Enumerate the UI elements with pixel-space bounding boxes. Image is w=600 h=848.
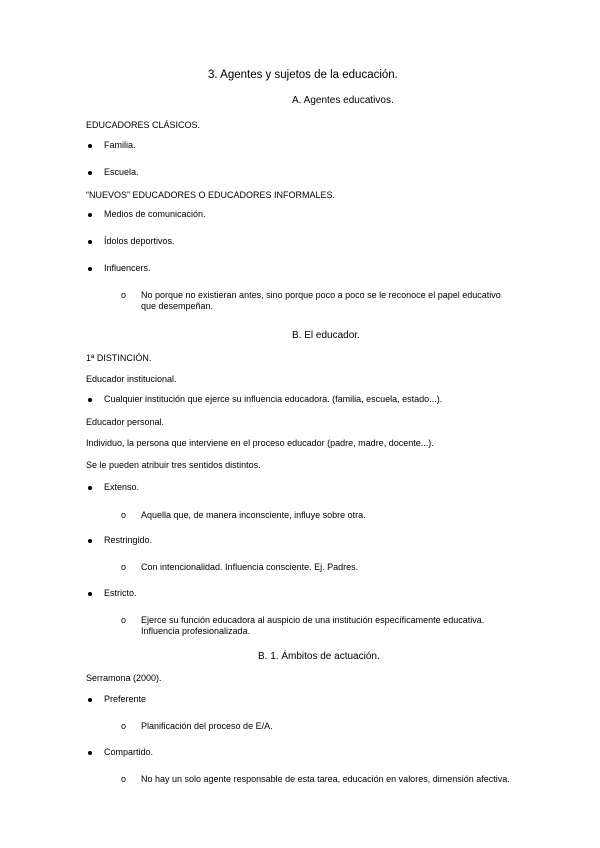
sub-list-item: Ejerce su función educadora al auspicio de una institución específicamente educativa. Influencia profesionalizada. bbox=[141, 615, 485, 636]
bullet-icon bbox=[88, 213, 92, 217]
bullet-icon bbox=[88, 698, 92, 702]
circle-bullet-icon: o bbox=[121, 615, 127, 625]
personal-label: Educador personal. bbox=[86, 417, 165, 427]
list-item: Escuela. bbox=[104, 167, 139, 177]
sentidos-intro: Se le pueden atribuir tres sentidos distintos. bbox=[86, 460, 261, 470]
bullet-icon bbox=[88, 144, 92, 148]
nuevos-label: “NUEVOS” EDUCADORES O EDUCADORES INFORMALES. bbox=[86, 190, 336, 200]
sub-list-item: No porque no existieran antes, sino porque poco a poco se le reconoce el papel educativo que desempeñan. bbox=[141, 290, 501, 311]
author-citation: Serramona (2000). bbox=[86, 673, 162, 683]
list-item: Medios de comunicación. bbox=[104, 209, 206, 219]
circle-bullet-icon: o bbox=[121, 774, 127, 784]
list-item: Ídolos deportivos. bbox=[104, 236, 175, 246]
bullet-icon bbox=[88, 171, 92, 175]
clasicos-label: EDUCADORES CLÁSICOS. bbox=[86, 120, 201, 130]
list-item: Compartido. bbox=[104, 747, 154, 757]
circle-bullet-icon: o bbox=[121, 562, 127, 572]
circle-bullet-icon: o bbox=[121, 721, 127, 731]
circle-bullet-icon: o bbox=[121, 290, 127, 300]
circle-bullet-icon: o bbox=[121, 510, 127, 520]
section-a-heading: A. Agentes educativos. bbox=[292, 95, 394, 106]
sub-list-item: No hay un solo agente responsable de esta tarea, educación en valores, dimensión afectiva. bbox=[141, 774, 510, 784]
bullet-icon bbox=[88, 240, 92, 244]
personal-description: Individuo, la persona que interviene en el proceso educador (padre, madre, docente...). bbox=[86, 438, 434, 448]
bullet-icon bbox=[88, 398, 92, 402]
document-title: 3. Agentes y sujetos de la educación. bbox=[208, 69, 398, 81]
sub-list-item: Aquella que, de manera inconsciente, influye sobre otra. bbox=[141, 510, 366, 520]
list-item: Preferente bbox=[104, 694, 147, 704]
institucional-label: Educador institucional. bbox=[86, 374, 177, 384]
list-item: Familia. bbox=[104, 140, 136, 150]
list-item: Cualquier institución que ejerce su influencia educadora. (familia, escuela, estado...). bbox=[104, 394, 443, 404]
distincion-label: 1ª DISTINCIÓN. bbox=[86, 353, 152, 363]
list-item: Influencers. bbox=[104, 263, 151, 273]
sub-list-item: Planificación del proceso de E/A. bbox=[141, 721, 273, 731]
sub-list-item: Con intencionalidad. Influencia consciente. Ej. Padres. bbox=[141, 562, 359, 572]
bullet-icon bbox=[88, 539, 92, 543]
bullet-icon bbox=[88, 486, 92, 490]
bullet-icon bbox=[88, 751, 92, 755]
section-b1-heading: B. 1. Ámbitos de actuación. bbox=[258, 651, 380, 662]
list-item: Extenso. bbox=[104, 482, 140, 492]
section-b-heading: B. El educador. bbox=[292, 330, 360, 341]
bullet-icon bbox=[88, 592, 92, 596]
list-item: Estricto. bbox=[104, 588, 137, 598]
bullet-icon bbox=[88, 267, 92, 271]
list-item: Restringido. bbox=[104, 535, 153, 545]
